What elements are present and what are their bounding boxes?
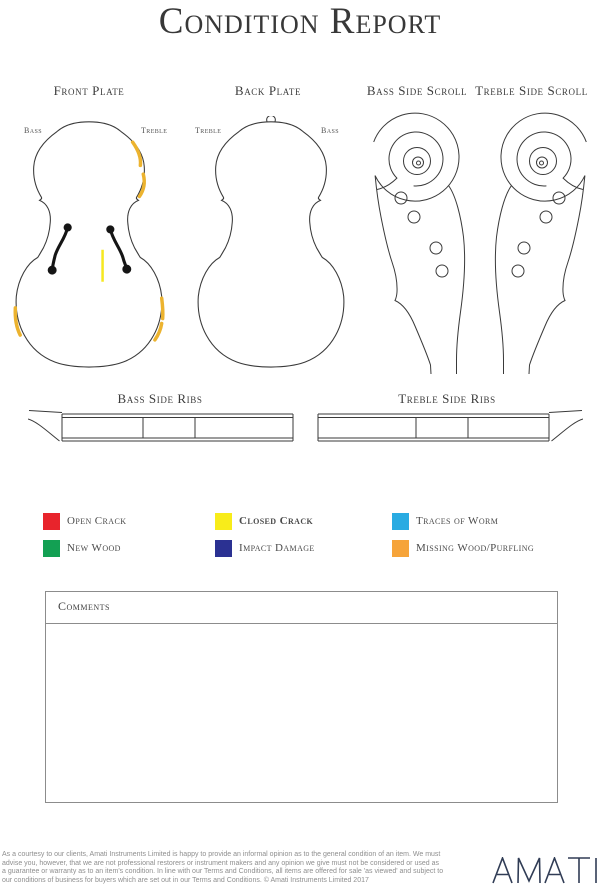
front-plate-bass-label: Bass — [24, 126, 42, 135]
amati-logo-strokes — [493, 858, 596, 883]
comments-label: Comments — [58, 599, 111, 613]
legend-item-missing-wood-purfling — [392, 540, 534, 557]
disclaimer-line: advise you, however, that we are not professional restorers or instrument makers and any opinion we give must not be considered or used as — [2, 859, 439, 867]
front-plate-title: Front Plate — [53, 83, 125, 98]
disclaimer-text — [2, 851, 452, 885]
legend-item-traces-of-worm — [392, 513, 498, 530]
comments-box — [45, 591, 558, 803]
back-plate-diagram — [191, 116, 351, 368]
new-wood-swatch — [43, 540, 60, 557]
treble-ribs-diagram — [317, 407, 583, 449]
disclaimer-line: a guarantee or warranty as to an item's condition. In line with our Terms and Conditions, all items are offered for sale 'as viewed' and subject to — [2, 868, 444, 876]
legend-label: Closed Crack — [239, 515, 314, 527]
closed-crack-swatch — [215, 513, 232, 530]
front-plate-diagram — [9, 116, 169, 368]
back-plate-title: Back Plate — [234, 83, 302, 98]
missing-wood-purfling-swatch — [392, 540, 409, 557]
legend-label: Impact Damage — [239, 542, 315, 554]
treble-scroll-title: Treble Side Scroll — [475, 83, 588, 98]
amati-logo — [492, 857, 598, 884]
disclaimer-line: As a courtesy to our clients, Amati Instruments Limited is happy to provide an informal opinion as to the general condition of an item. We must — [2, 851, 441, 858]
comments-header — [46, 592, 557, 624]
legend-label: Open Crack — [67, 515, 127, 527]
legend-label: Traces of Worm — [416, 515, 499, 527]
traces-of-worm-swatch — [392, 513, 409, 530]
treble-scroll-diagram — [487, 102, 597, 374]
front-plate-treble-label: Treble — [141, 126, 168, 135]
legend-label: New Wood — [67, 542, 121, 554]
open-crack-swatch — [43, 513, 60, 530]
legend-item-new-wood — [43, 540, 121, 557]
back-plate-bass-label: Bass — [321, 126, 339, 135]
disclaimer-line: our conditions of business for buyers which are set out in our Terms and Conditions. © Amati Instruments Limited 2017 — [2, 876, 369, 884]
legend-item-closed-crack — [215, 513, 313, 530]
legend-item-open-crack — [43, 513, 126, 530]
peg-holes — [395, 192, 448, 277]
bass-scroll-diagram — [363, 102, 473, 374]
legend-item-impact-damage — [215, 540, 315, 557]
impact-damage-swatch — [215, 540, 232, 557]
peg-holes — [512, 192, 565, 277]
treble-ribs-title: Treble Side Ribs — [398, 391, 496, 406]
bass-scroll-title: Bass Side Scroll — [366, 83, 468, 98]
back-plate-treble-label: Treble — [195, 126, 222, 135]
page-title: Condition Report — [158, 1, 442, 42]
legend-label: Missing Wood/Purfling — [416, 542, 535, 554]
bass-ribs-title: Bass Side Ribs — [117, 391, 203, 406]
bass-ribs-diagram — [28, 407, 294, 449]
comments-input[interactable] — [46, 624, 557, 801]
